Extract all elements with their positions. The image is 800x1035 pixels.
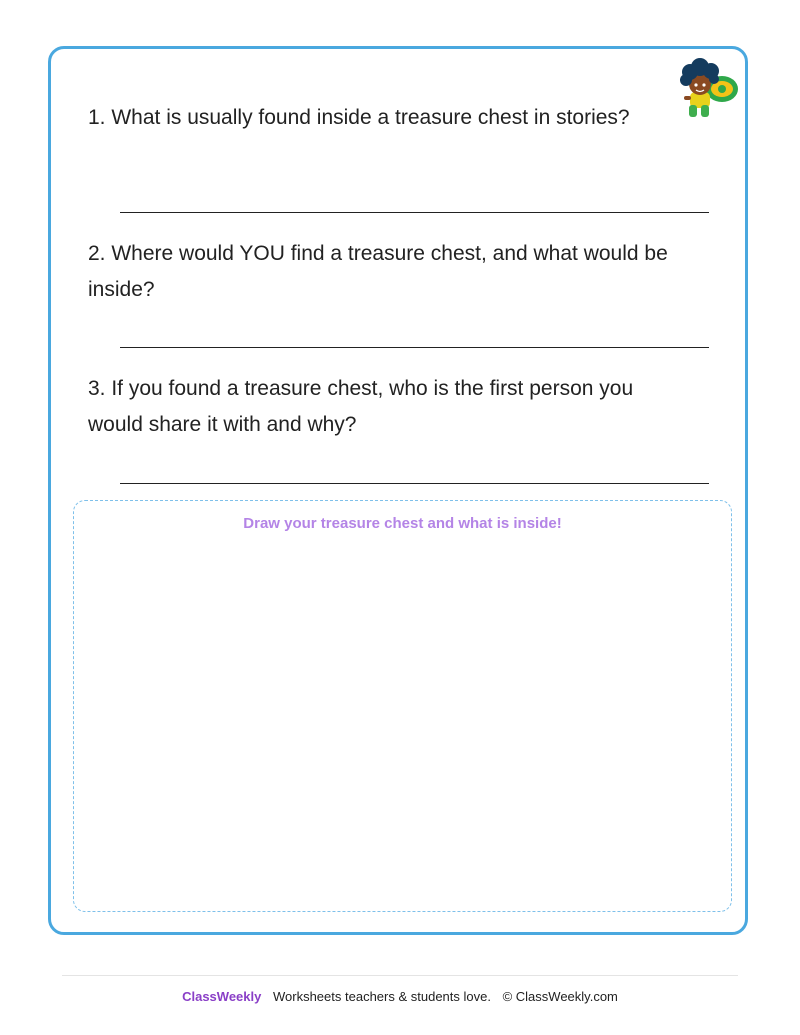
question-3: 3. If you found a treasure chest, who is the first person you would share it with and why? — [88, 377, 634, 436]
drawing-prompt: Draw your treasure chest and what is inside! — [243, 515, 562, 532]
footer-copyright: © ClassWeekly.com — [502, 989, 618, 1004]
footer-tagline: Worksheets teachers & students love. — [272, 989, 491, 1004]
answer-line-3[interactable] — [120, 483, 709, 484]
question-1: 1. What is usually found inside a treasure chest in stories? — [88, 106, 630, 129]
answer-line-2[interactable] — [120, 347, 709, 348]
question-2: 2. Where would YOU find a treasure chest, and what would be inside? — [88, 242, 668, 301]
footer-divider — [62, 975, 738, 976]
footer — [0, 989, 800, 1004]
footer-brand: ClassWeekly — [182, 989, 262, 1004]
answer-line-1[interactable] — [120, 212, 709, 213]
drawing-area[interactable] — [73, 500, 732, 912]
